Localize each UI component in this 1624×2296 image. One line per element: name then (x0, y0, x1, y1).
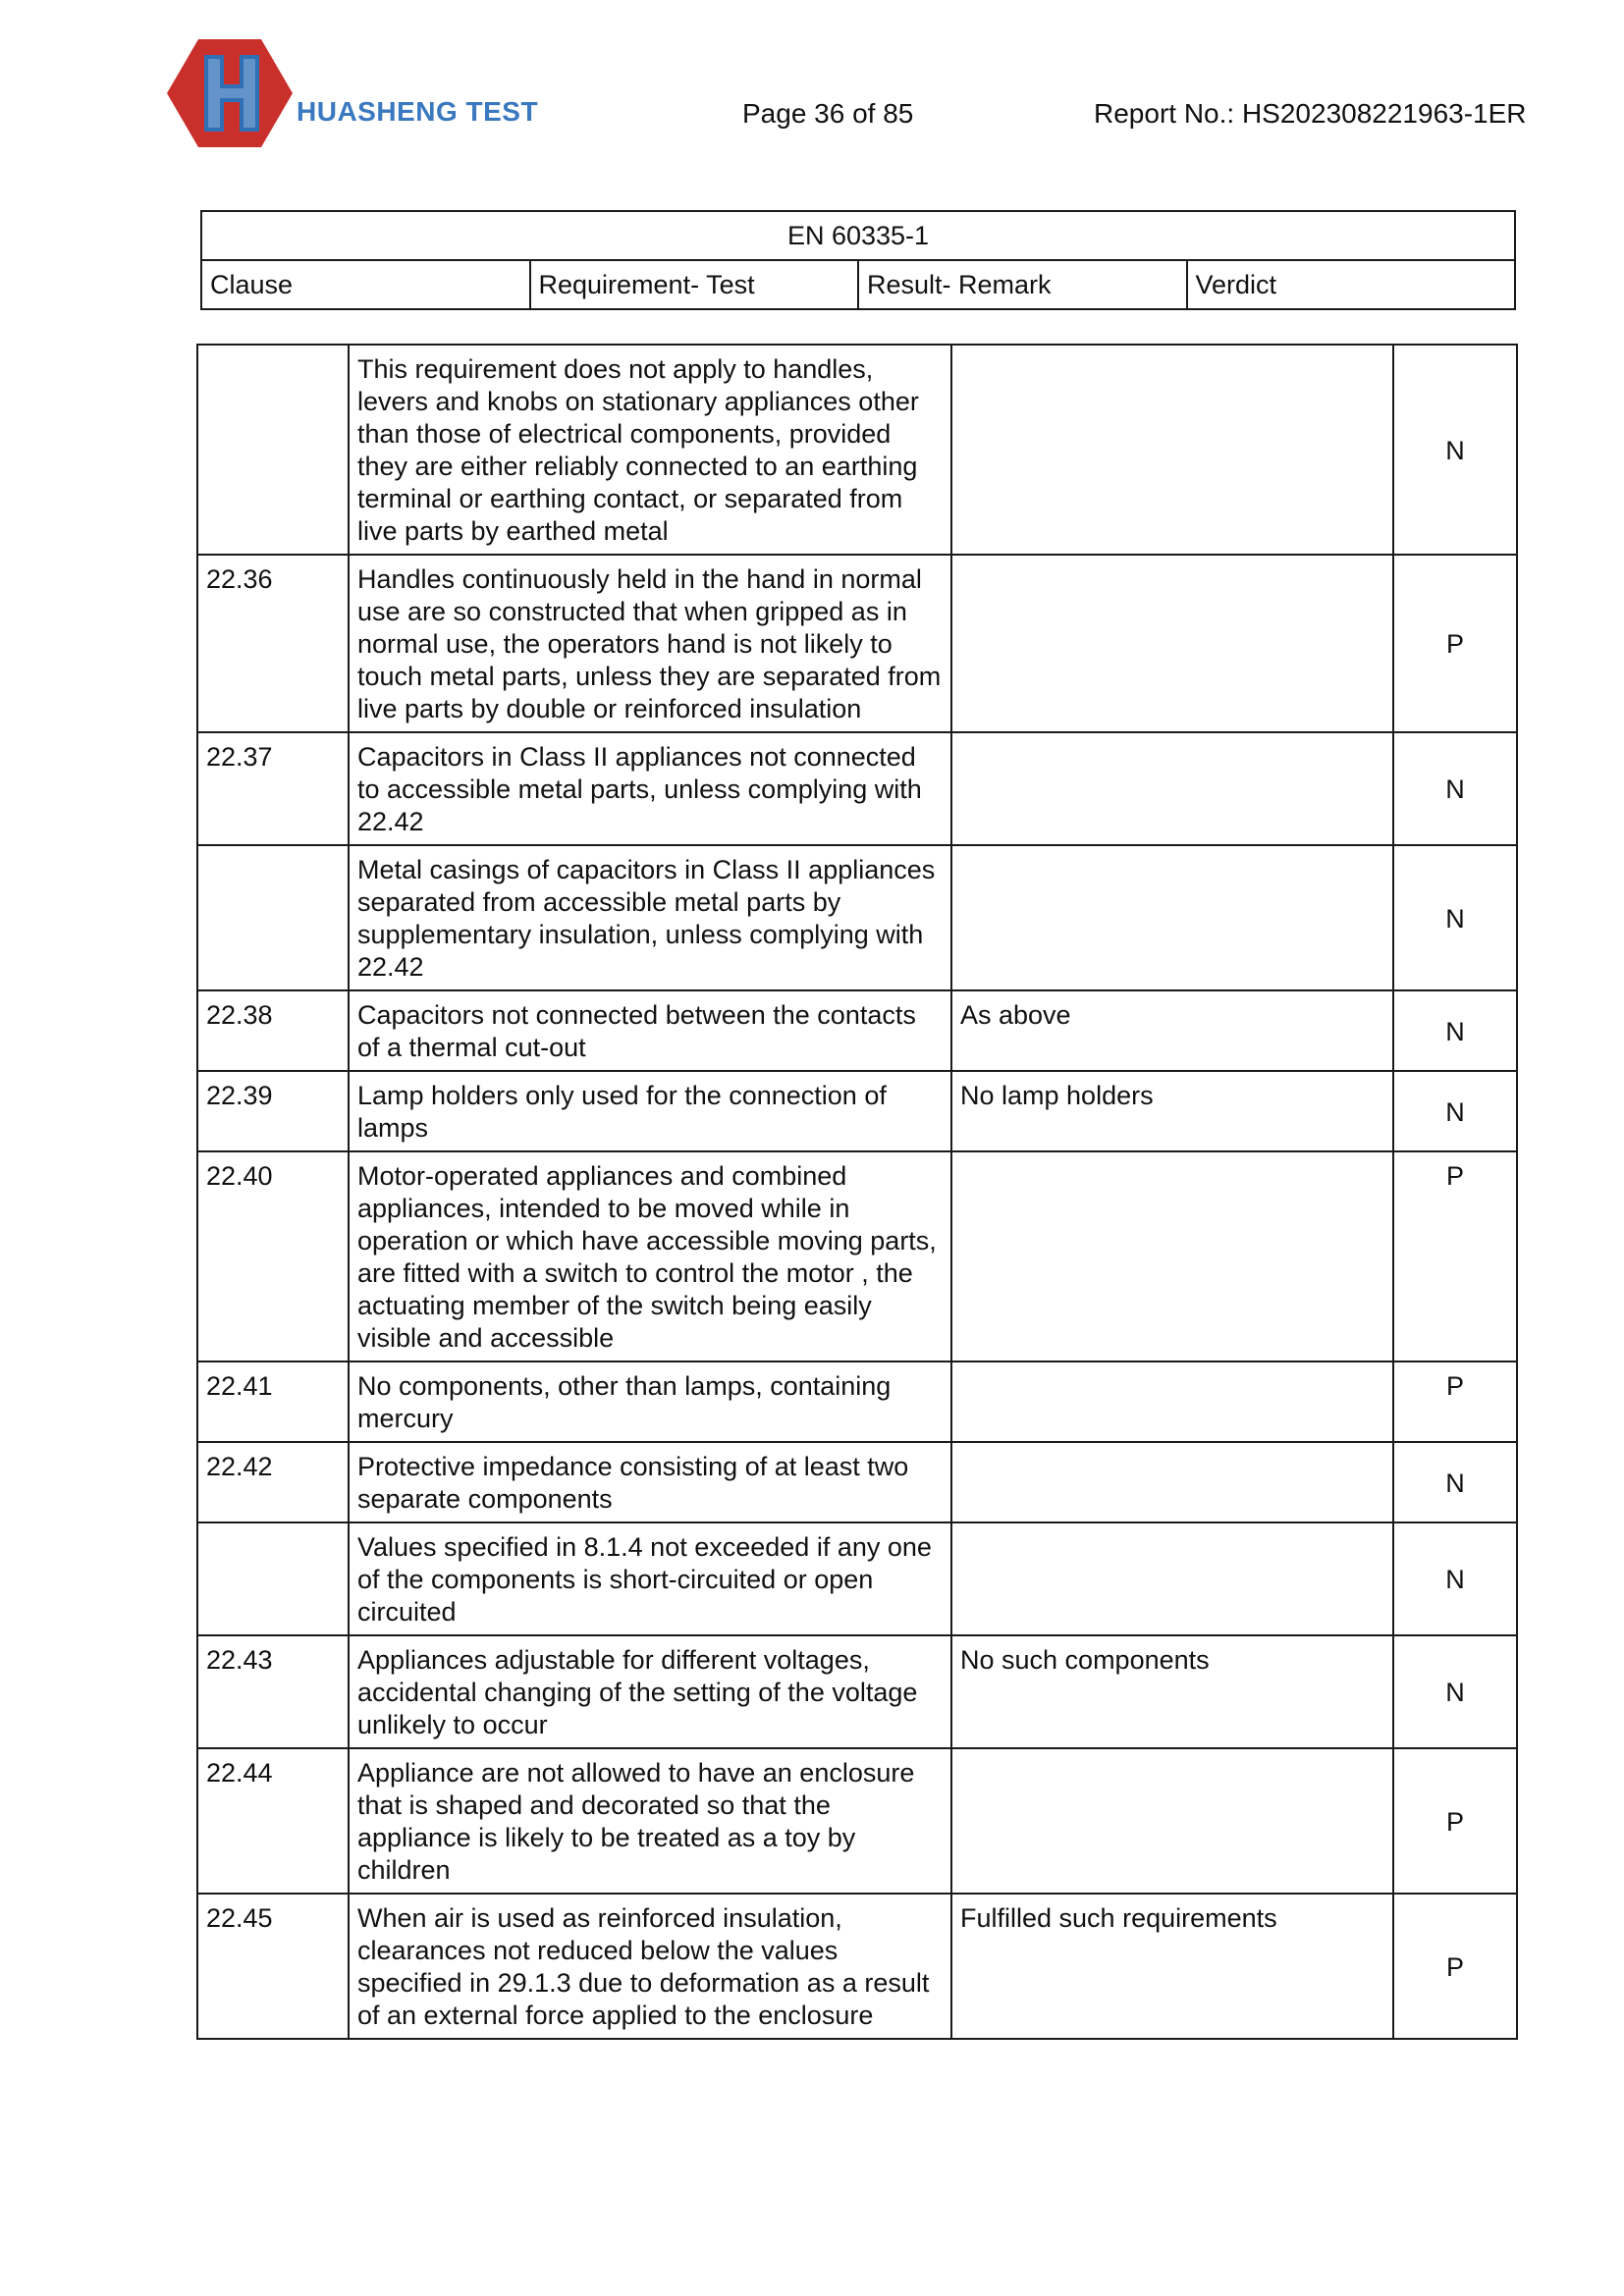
clause-cell (197, 345, 349, 555)
column-header-clause: Clause (201, 260, 530, 309)
verdict-cell: N (1393, 345, 1517, 555)
standard-header-table (200, 210, 1516, 310)
verdict-cell: N (1393, 1635, 1517, 1748)
verdict-cell: N (1393, 1442, 1517, 1522)
requirement-cell: Protective impedance consisting of at least two separate components (349, 1442, 951, 1522)
requirements-table (196, 344, 1518, 2040)
table-row (197, 345, 1517, 555)
verdict-cell: P (1393, 1151, 1517, 1362)
page-header (0, 0, 1624, 167)
clause-cell: 22.37 (197, 732, 349, 845)
column-header-result: Result- Remark (858, 260, 1187, 309)
requirement-cell: Appliance are not allowed to have an enclosure that is shaped and decorated so that the appliance is likely to be treated as a toy by children (349, 1748, 951, 1894)
table-row (197, 1635, 1517, 1748)
result-cell: Fulfilled such requirements (951, 1894, 1393, 2039)
column-header-verdict: Verdict (1187, 260, 1516, 309)
requirement-cell: Capacitors in Class II appliances not connected to accessible metal parts, unless complying with 22.42 (349, 732, 951, 845)
table-row (197, 845, 1517, 990)
requirement-cell: When air is used as reinforced insulation, clearances not reduced below the values specified in 29.1.3 due to deformation as a result of an external force applied to the enclosure (349, 1894, 951, 2039)
result-cell: As above (951, 990, 1393, 1071)
huasheng-logo-icon (165, 35, 295, 151)
table-row (197, 732, 1517, 845)
clause-cell: 22.42 (197, 1442, 349, 1522)
table-row (197, 1151, 1517, 1362)
table-row (197, 1362, 1517, 1442)
result-cell (951, 1748, 1393, 1894)
table-row (197, 1071, 1517, 1151)
clause-cell: 22.38 (197, 990, 349, 1071)
requirement-cell: No components, other than lamps, containing mercury (349, 1362, 951, 1442)
table-row (197, 1894, 1517, 2039)
page-number: Page 36 of 85 (742, 98, 914, 129)
verdict-cell: N (1393, 1071, 1517, 1151)
clause-cell: 22.43 (197, 1635, 349, 1748)
brand-name: HUASHENG TEST (297, 96, 539, 127)
clause-cell: 22.45 (197, 1894, 349, 2039)
result-cell: No lamp holders (951, 1071, 1393, 1151)
clause-cell (197, 1522, 349, 1635)
requirement-cell: Appliances adjustable for different voltages, accidental changing of the setting of the voltage unlikely to occur (349, 1635, 951, 1748)
verdict-cell: N (1393, 1522, 1517, 1635)
requirement-cell: Values specified in 8.1.4 not exceeded if any one of the components is short-circuited or open circuited (349, 1522, 951, 1635)
requirement-cell: Motor-operated appliances and combined appliances, intended to be moved while in operation or which have accessible moving parts, are fitted with a switch to control the motor , the actuating member of the switch being easily visible and accessible (349, 1151, 951, 1362)
verdict-cell: N (1393, 990, 1517, 1071)
result-cell (951, 1362, 1393, 1442)
verdict-cell: P (1393, 1748, 1517, 1894)
table-row (197, 1748, 1517, 1894)
result-cell (951, 1151, 1393, 1362)
result-cell (951, 555, 1393, 732)
clause-cell: 22.44 (197, 1748, 349, 1894)
requirement-cell: Lamp holders only used for the connection of lamps (349, 1071, 951, 1151)
clause-cell (197, 845, 349, 990)
clause-cell: 22.39 (197, 1071, 349, 1151)
table-row (197, 990, 1517, 1071)
report-number: Report No.: HS202308221963-1ER (1094, 98, 1527, 129)
result-cell (951, 1442, 1393, 1522)
verdict-cell: P (1393, 1894, 1517, 2039)
table-row (197, 1442, 1517, 1522)
standard-title: EN 60335-1 (201, 211, 1515, 260)
verdict-cell: N (1393, 732, 1517, 845)
verdict-cell: N (1393, 845, 1517, 990)
result-cell (951, 845, 1393, 990)
table-row (197, 555, 1517, 732)
requirement-cell: Capacitors not connected between the contacts of a thermal cut-out (349, 990, 951, 1071)
column-header-requirement: Requirement- Test (530, 260, 859, 309)
result-cell (951, 1522, 1393, 1635)
result-cell (951, 345, 1393, 555)
clause-cell: 22.41 (197, 1362, 349, 1442)
clause-cell: 22.40 (197, 1151, 349, 1362)
result-cell (951, 732, 1393, 845)
table-row (197, 1522, 1517, 1635)
requirements-rows (197, 345, 1517, 2039)
verdict-cell: P (1393, 1362, 1517, 1442)
requirement-cell: This requirement does not apply to handles, levers and knobs on stationary appliances other than those of electrical components, provided they are either reliably connected to an earthing terminal or earthing contact, or separated from live parts by earthed metal (349, 345, 951, 555)
requirement-cell: Metal casings of capacitors in Class II appliances separated from accessible metal parts by supplementary insulation, unless complying with 22.42 (349, 845, 951, 990)
verdict-cell: P (1393, 555, 1517, 732)
result-cell: No such components (951, 1635, 1393, 1748)
clause-cell: 22.36 (197, 555, 349, 732)
requirement-cell: Handles continuously held in the hand in normal use are so constructed that when gripped as in normal use, the operators hand is not likely to touch metal parts, unless they are separated from live parts by double or reinforced insulation (349, 555, 951, 732)
